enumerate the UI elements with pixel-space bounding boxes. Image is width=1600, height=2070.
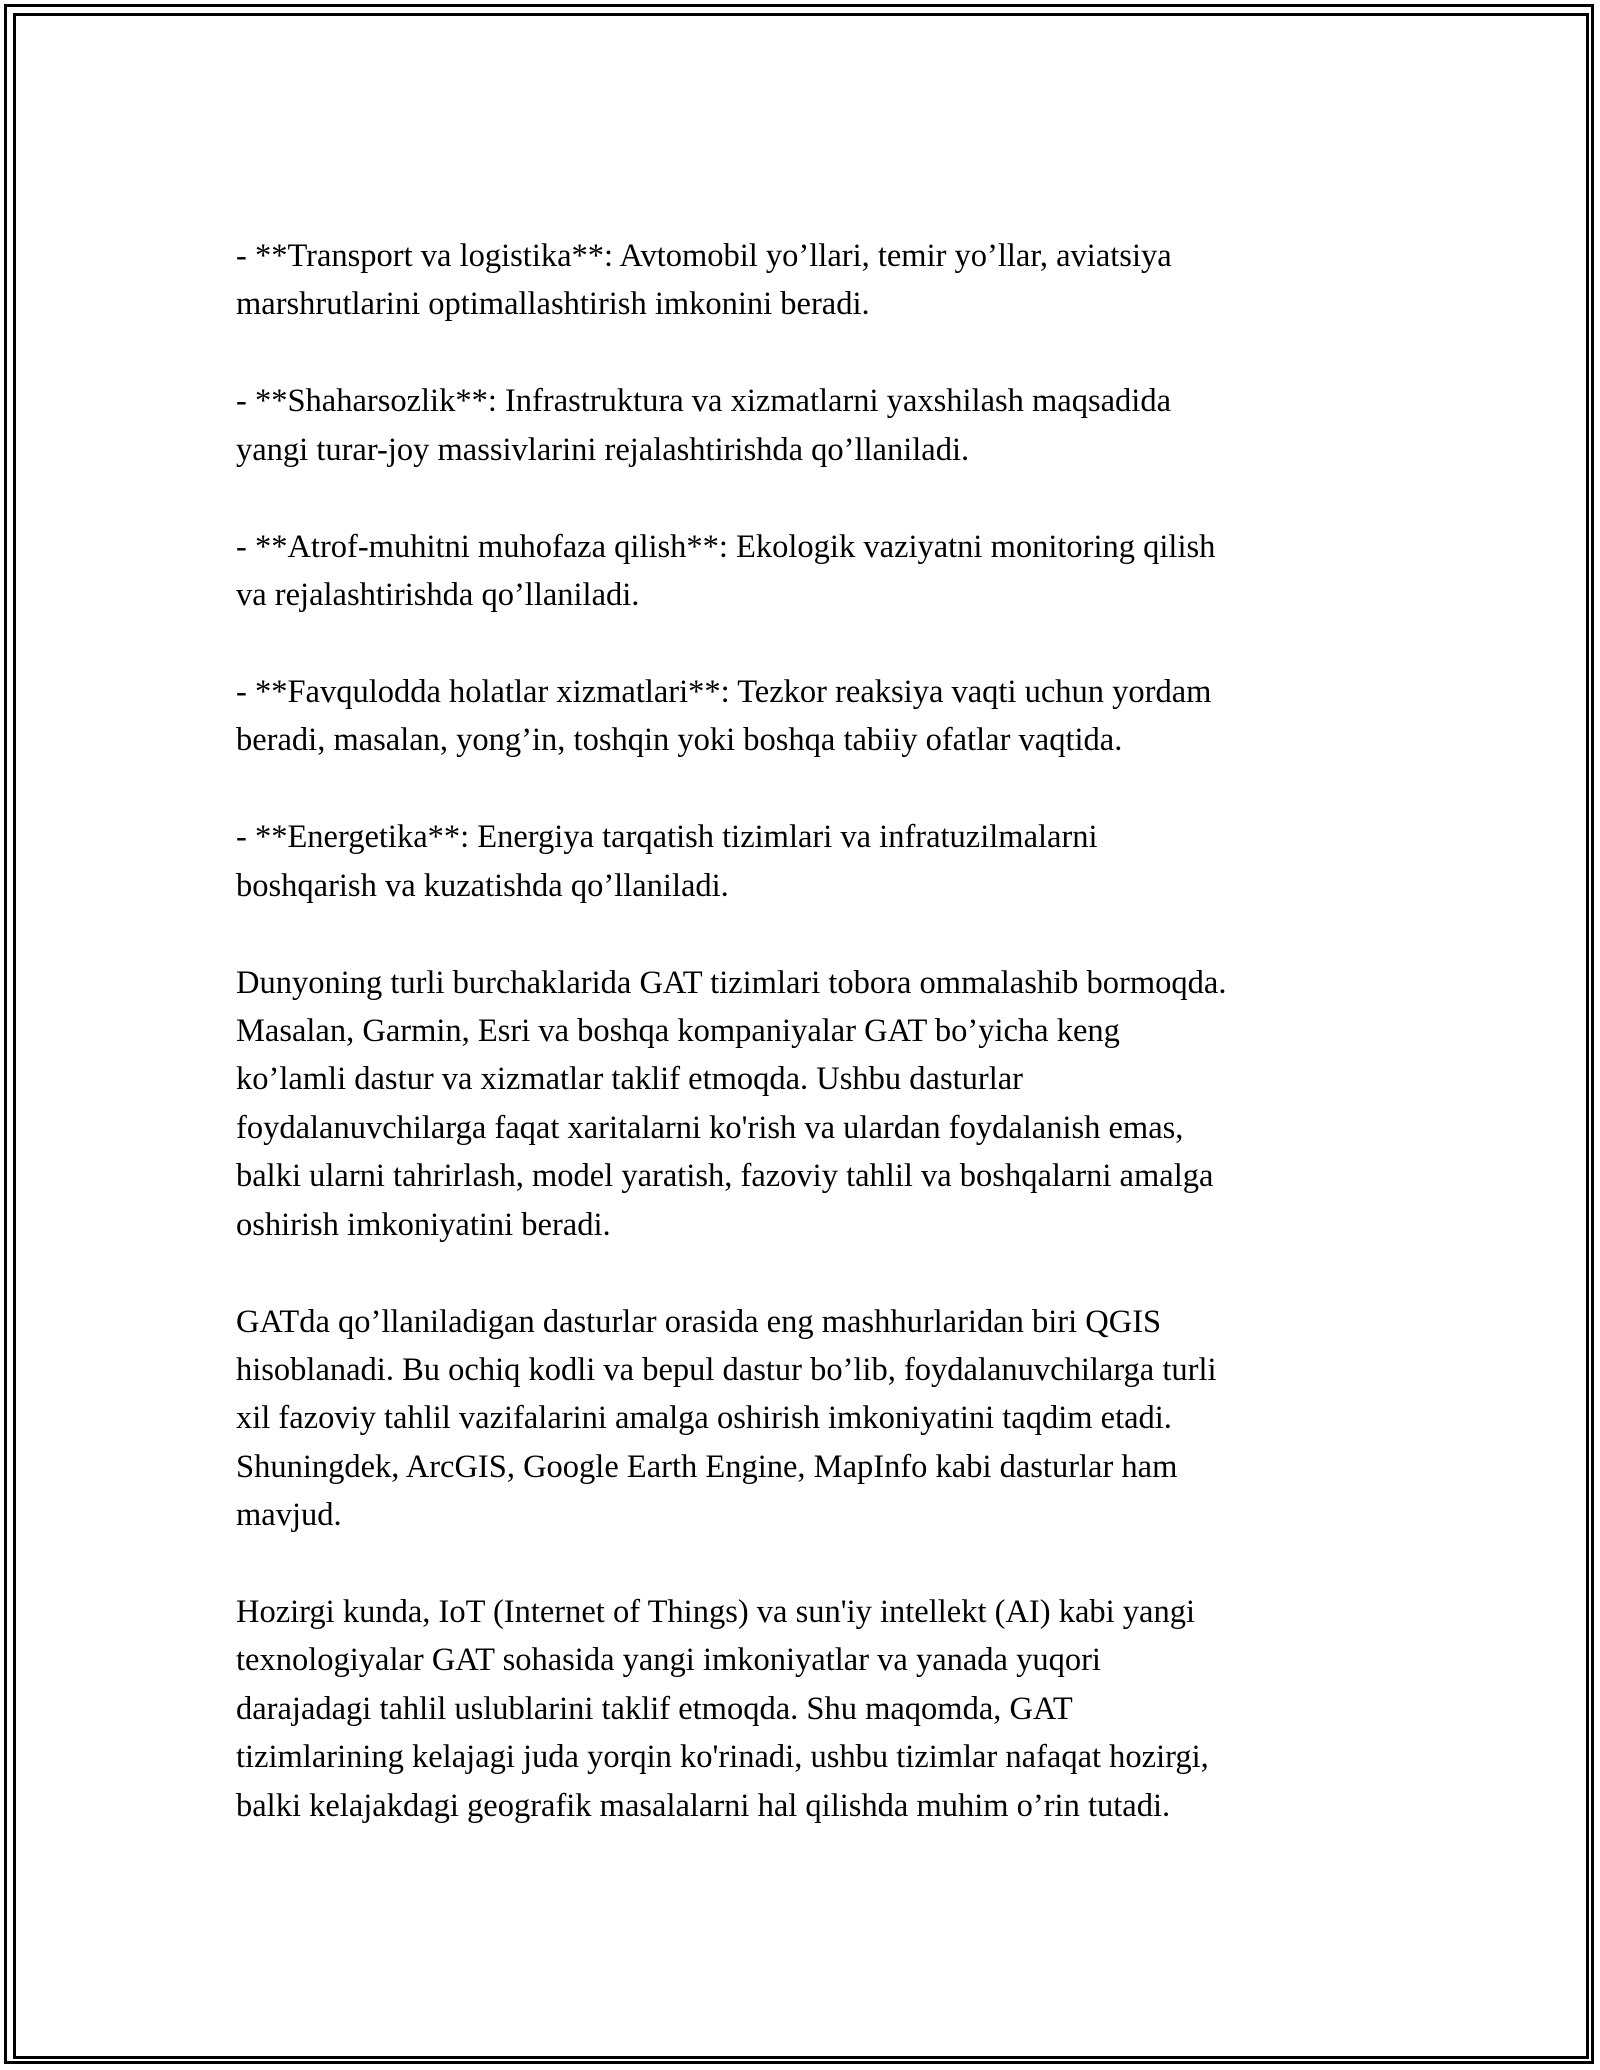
text-line: texnologiyalar GAT sohasida yangi imkoniyatlar va yanada yuqori [236, 1642, 1101, 1679]
text-line: marshrutlarini optimallashtirish imkonini beradi. [236, 286, 870, 323]
text-line: va rejalashtirishda qo’llaniladi. [236, 577, 640, 614]
bullet-paragraph-emergency [236, 668, 1366, 765]
text-line: balki ularni tahrirlash, model yaratish, fazoviy tahlil va boshqalarni amalga [236, 1158, 1214, 1195]
text-line: beradi, masalan, yong’in, toshqin yoki boshqa tabiiy ofatlar vaqtida. [236, 722, 1123, 759]
text-line: - **Atrof-muhitni muhofaza qilish**: Ekologik vaziyatni monitoring qilish [236, 528, 1216, 565]
text-line: hisoblanadi. Bu ochiq kodli va bepul dastur bo’lib, foydalanuvchilarga turli [236, 1351, 1217, 1388]
text-line: ko’lamli dastur va xizmatlar taklif etmoqda. Ushbu dasturlar [236, 1061, 1023, 1098]
body-paragraph-software [236, 1298, 1366, 1540]
body-paragraph-future [236, 1588, 1366, 1830]
text-line: Shuningdek, ArcGIS, Google Earth Engine, MapInfo kabi dasturlar ham [236, 1448, 1178, 1485]
text-line: - **Shaharsozlik**: Infrastruktura va xizmatlarni yaxshilash maqsadida [236, 383, 1172, 420]
text-line: tizimlarining kelajagi juda yorqin ko'rinadi, ushbu tizimlar nafaqat hozirgi, [236, 1739, 1209, 1776]
bullet-paragraph-transport [236, 232, 1366, 329]
text-line: xil fazoviy tahlil vazifalarini amalga oshirish imkoniyatini taqdim etadi. [236, 1400, 1172, 1437]
text-line: balki kelajakdagi geografik masalalarni hal qilishda muhim o’rin tutadi. [236, 1787, 1171, 1824]
text-line: Masalan, Garmin, Esri va boshqa kompaniyalar GAT bo’yicha keng [236, 1012, 1120, 1049]
text-line: mavjud. [236, 1497, 342, 1534]
text-line: - **Transport va logistika**: Avtomobil yo’llari, temir yo’llar, aviatsiya [236, 238, 1172, 274]
text-line: - **Favqulodda holatlar xizmatlari**: Tezkor reaksiya vaqti uchun yordam [236, 673, 1212, 710]
bullet-paragraph-environment [236, 523, 1366, 620]
text-line: GATda qo’llaniladigan dasturlar orasida eng mashhurlaridan biri QGIS [236, 1303, 1162, 1340]
text-line: oshirish imkoniyatini beradi. [236, 1206, 611, 1243]
text-line: Hozirgi kunda, IoT (Internet of Things) va sun'iy intellekt (AI) kabi yangi [236, 1594, 1195, 1631]
text-line: foydalanuvchilarga faqat xaritalarni ko'rish va ulardan foydalanish emas, [236, 1109, 1184, 1146]
text-line: yangi turar-joy massivlarini rejalashtirishda qo’llaniladi. [236, 431, 970, 468]
bullet-paragraph-energy [236, 813, 1366, 910]
bullet-paragraph-urban-planning [236, 377, 1366, 474]
text-line: darajadagi tahlil uslublarini taklif etmoqda. Shu maqomda, GAT [236, 1690, 1073, 1727]
body-paragraph-worldwide [236, 959, 1366, 1249]
text-line: Dunyoning turli burchaklarida GAT tizimlari tobora ommalashib bormoqda. [236, 964, 1227, 1001]
text-line: boshqarish va kuzatishda qo’llaniladi. [236, 867, 729, 904]
document-body [236, 232, 1366, 1879]
text-line: - **Energetika**: Energiya tarqatish tizimlari va infratuzilmalarni [236, 819, 1098, 856]
